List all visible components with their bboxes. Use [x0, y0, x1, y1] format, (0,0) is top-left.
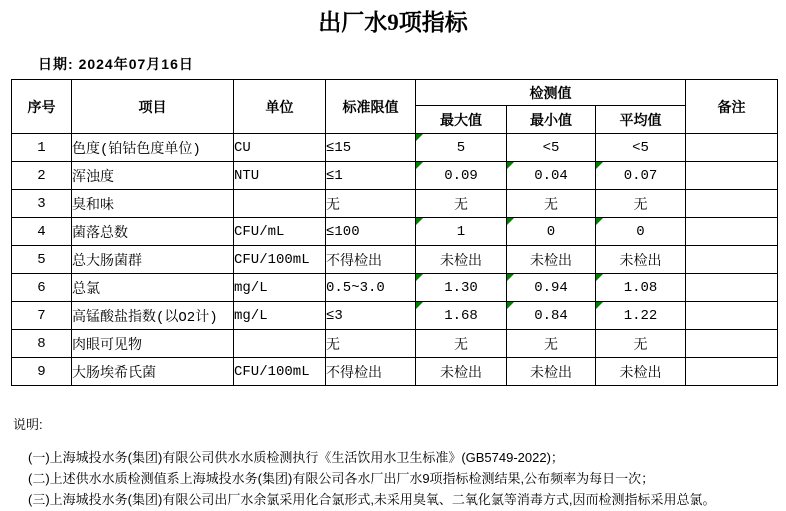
cell-avg: 无	[596, 190, 686, 218]
header-limit: 标准限值	[326, 80, 416, 134]
date-label: 日期:	[38, 56, 74, 72]
cell-remark	[686, 358, 778, 386]
cell-limit: ≤3	[326, 302, 416, 330]
cell-avg: 0	[596, 218, 686, 246]
header-max: 最大值	[416, 106, 507, 134]
date-value: 2024年07月16日	[78, 56, 194, 72]
cell-min: 0	[507, 218, 596, 246]
cell-item: 浑浊度	[72, 162, 234, 190]
note-line-1: (一)上海城投水务(集团)有限公司供水水质检测执行《生活饮用水卫生标准》(GB5749-2022)；	[28, 450, 564, 465]
cell-limit: 无	[326, 190, 416, 218]
table-row	[12, 302, 778, 330]
cell-max: 0.09	[416, 162, 507, 190]
cell-min: 0.04	[507, 162, 596, 190]
cell-remark	[686, 134, 778, 162]
note-line-3: (三)上海城投水务(集团)有限公司出厂水余氯采用化合氯形式,未采用臭氧、二氧化氯等消毒方式,因而检测指标采用总氯。	[28, 492, 716, 507]
cell-unit	[234, 330, 326, 358]
cell-min: 未检出	[507, 358, 596, 386]
cell-limit: 不得检出	[326, 246, 416, 274]
header-item: 项目	[72, 80, 234, 134]
header-no: 序号	[12, 80, 72, 134]
cell-max: 1.30	[416, 274, 507, 302]
cell-item: 色度(铂钴色度单位)	[72, 134, 234, 162]
cell-min: 无	[507, 330, 596, 358]
notes-section	[13, 414, 716, 510]
cell-max: 1	[416, 218, 507, 246]
table-row	[12, 162, 778, 190]
cell-unit: NTU	[234, 162, 326, 190]
cell-avg: 未检出	[596, 246, 686, 274]
header-row-1	[12, 80, 778, 106]
cell-avg: 0.07	[596, 162, 686, 190]
cell-item: 臭和味	[72, 190, 234, 218]
cell-no: 4	[12, 218, 72, 246]
cell-unit: CFU/100mL	[234, 358, 326, 386]
table-body	[12, 134, 778, 386]
cell-remark	[686, 218, 778, 246]
cell-remark	[686, 162, 778, 190]
cell-min: <5	[507, 134, 596, 162]
note-line-2: (二)上述供水水质检测值系上海城投水务(集团)有限公司各水厂出厂水9项指标检测结果,公布频率为每日一次；	[28, 471, 655, 486]
page-title: 出厂水9项指标	[318, 10, 468, 35]
cell-avg: 1.22	[596, 302, 686, 330]
cell-item: 总大肠菌群	[72, 246, 234, 274]
cell-unit	[234, 190, 326, 218]
header-unit: 单位	[234, 80, 326, 134]
cell-unit: mg/L	[234, 302, 326, 330]
cell-max: 1.68	[416, 302, 507, 330]
table-row	[12, 218, 778, 246]
cell-max: 无	[416, 330, 507, 358]
table-row	[12, 330, 778, 358]
cell-remark	[686, 190, 778, 218]
cell-max: 未检出	[416, 358, 507, 386]
cell-limit: 不得检出	[326, 358, 416, 386]
notes-title: 说明:	[13, 417, 43, 432]
cell-remark	[686, 302, 778, 330]
cell-no: 8	[12, 330, 72, 358]
cell-item: 菌落总数	[72, 218, 234, 246]
cell-unit: CFU/100mL	[234, 246, 326, 274]
cell-item: 肉眼可见物	[72, 330, 234, 358]
cell-min: 无	[507, 190, 596, 218]
cell-limit: 0.5~3.0	[326, 274, 416, 302]
cell-no: 1	[12, 134, 72, 162]
cell-max: 未检出	[416, 246, 507, 274]
cell-avg: 无	[596, 330, 686, 358]
table-row	[12, 246, 778, 274]
cell-no: 5	[12, 246, 72, 274]
cell-no: 7	[12, 302, 72, 330]
report-date	[38, 54, 194, 74]
cell-item: 高锰酸盐指数(以O2计)	[72, 302, 234, 330]
cell-avg: <5	[596, 134, 686, 162]
cell-unit: CFU/mL	[234, 218, 326, 246]
cell-unit: mg/L	[234, 274, 326, 302]
table-row	[12, 190, 778, 218]
cell-avg: 1.08	[596, 274, 686, 302]
cell-limit: ≤1	[326, 162, 416, 190]
cell-no: 9	[12, 358, 72, 386]
cell-avg: 未检出	[596, 358, 686, 386]
cell-max: 无	[416, 190, 507, 218]
cell-no: 3	[12, 190, 72, 218]
cell-remark	[686, 330, 778, 358]
cell-no: 6	[12, 274, 72, 302]
cell-max: 5	[416, 134, 507, 162]
table-row	[12, 358, 778, 386]
table-row	[12, 274, 778, 302]
cell-min: 0.84	[507, 302, 596, 330]
cell-min: 0.94	[507, 274, 596, 302]
header-min: 最小值	[507, 106, 596, 134]
cell-item: 大肠埃希氏菌	[72, 358, 234, 386]
indicators-table	[11, 79, 778, 386]
cell-item: 总氯	[72, 274, 234, 302]
cell-remark	[686, 246, 778, 274]
cell-min: 未检出	[507, 246, 596, 274]
header-avg: 平均值	[596, 106, 686, 134]
header-detection: 检测值	[416, 80, 686, 106]
table-row	[12, 134, 778, 162]
cell-limit: ≤15	[326, 134, 416, 162]
cell-remark	[686, 274, 778, 302]
cell-limit: 无	[326, 330, 416, 358]
cell-no: 2	[12, 162, 72, 190]
cell-limit: ≤100	[326, 218, 416, 246]
header-remark: 备注	[686, 80, 778, 134]
cell-unit: CU	[234, 134, 326, 162]
